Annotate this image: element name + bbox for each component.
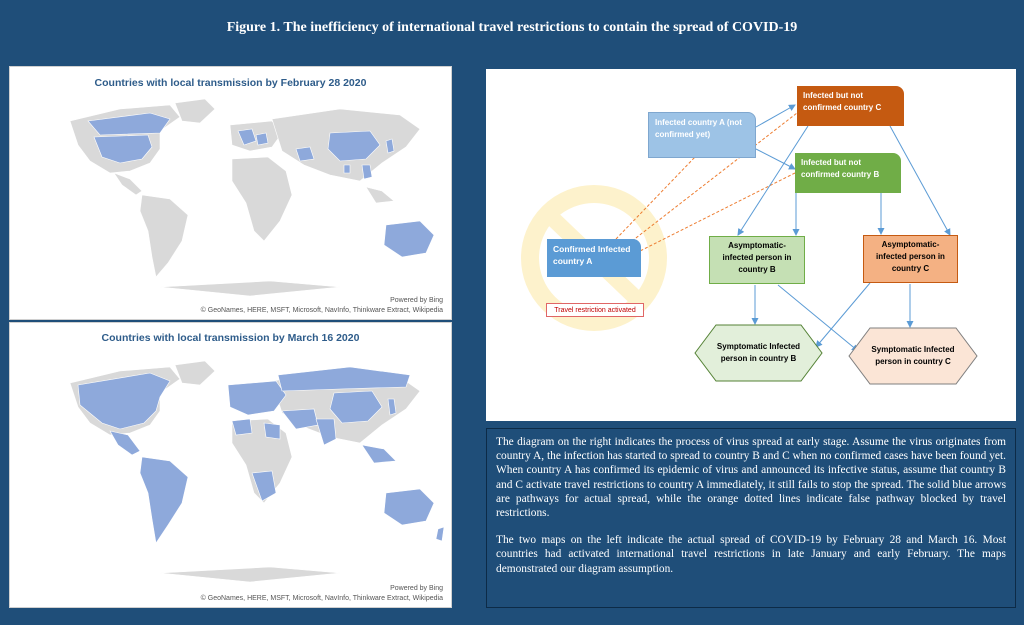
figure-title: Figure 1. The inefficiency of international travel restrictions to contain the spread of COVID-19 (226, 20, 798, 35)
map-panel-feb28 (9, 66, 452, 320)
asymptomatic-b-node: Asymptomatic-infected person in country B (709, 236, 805, 284)
confirmed-country-a-node: Confirmed Infected country A (547, 239, 641, 277)
spread-arrow (756, 105, 795, 127)
symptomatic-c-node (849, 328, 977, 384)
infected-country-c-node: Infected but not confirmed country C (797, 86, 904, 126)
travel-restriction-label: Travel restriction activated (546, 303, 644, 317)
description-paragraph: The two maps on the left indicate the actual spread of COVID-19 by February 28 and March 16. Most countries had activated international travel restrictions in late January and early February. The maps demonstrated our diagram assumption. (496, 534, 1006, 575)
world-map-feb28 (10, 91, 452, 296)
symptomatic-b-label: Symptomatic Infected person in country B (716, 342, 801, 363)
world-map-mar16 (10, 353, 452, 583)
map-credit: © GeoNames, HERE, MSFT, Microsoft, NavInfo, Thinkware Extract, Wikipedia (200, 307, 443, 314)
description-box (486, 428, 1016, 608)
powered-by-label: Powered by Bing (390, 297, 443, 304)
asymptomatic-c-node: Asymptomatic-infected person in country C (863, 235, 958, 283)
spread-arrow (756, 149, 795, 169)
symptomatic-b-node (695, 325, 822, 381)
infected-country-a-node: Infected country A (not confirmed yet) (648, 112, 756, 158)
powered-by-label: Powered by Bing (390, 585, 443, 592)
spread-diagram (486, 69, 1016, 421)
symptomatic-c-label: Symptomatic Infected person in country C (871, 345, 955, 366)
map-credit: © GeoNames, HERE, MSFT, Microsoft, NavInfo, Thinkware Extract, Wikipedia (200, 595, 443, 602)
map-title: Countries with local transmission by February 28 2020 (94, 77, 367, 89)
description-paragraph: The diagram on the right indicates the process of virus spread at early stage. Assume the virus originates from country A, the infection has started to spread to country B and C when no confirmed cases have been found yet. When country A has confirmed its epidemic of virus and announced its infective status, assume that country B and C activate travel restrictions to country A immediately, it still fails to stop the spread. The solid blue arrows are pathways for actual spread, while the orange dotted lines indicate false pathway blocked by travel restrictions. (496, 436, 1006, 520)
map-title: Countries with local transmission by March 16 2020 (101, 332, 360, 344)
map-panel-mar16 (9, 322, 452, 608)
infected-country-b-node: Infected but not confirmed country B (795, 153, 901, 193)
